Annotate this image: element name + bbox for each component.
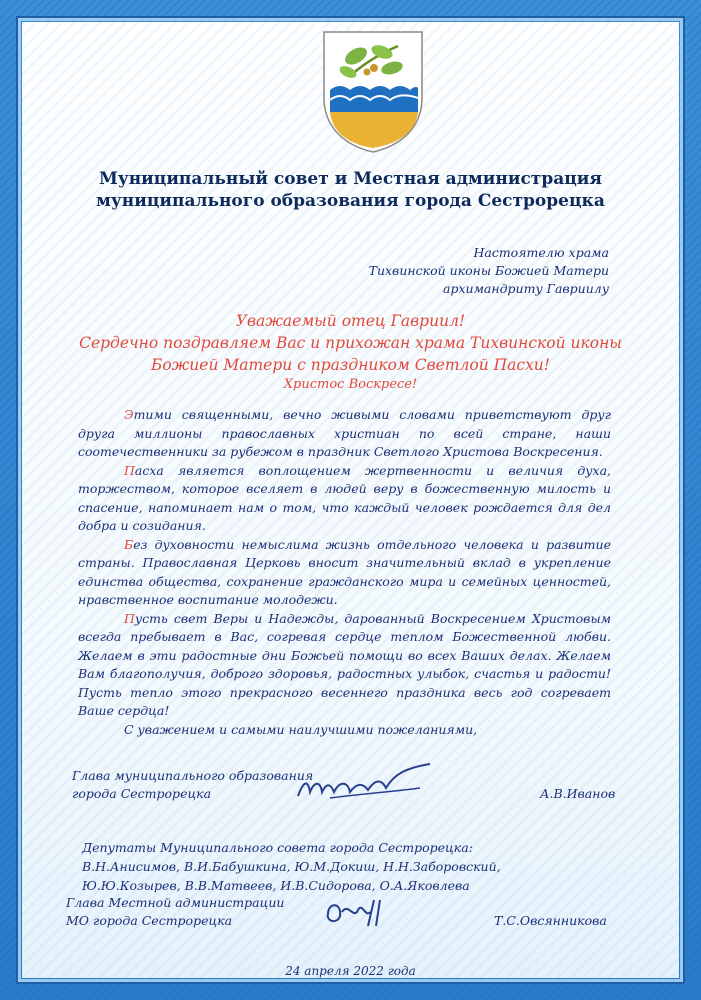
head-signature	[290, 758, 440, 808]
greeting-line-2: Сердечно поздравляем Вас и прихожан храма Тихвинской иконы	[79, 334, 622, 352]
drop-letter: П	[124, 610, 135, 626]
addressee-line-3: архимандриту Гавриилу	[443, 281, 609, 296]
head-title-line-1: Глава муниципального образования	[72, 768, 314, 783]
admin-title-line-1: Глава Местной администрации	[66, 895, 285, 910]
deputies-names-2: Ю.Ю.Козырев, В.В.Матвеев, И.В.Сидорова, О.А.Яковлева	[82, 878, 470, 893]
paragraph-3	[78, 536, 611, 610]
deputies-block	[82, 838, 501, 895]
greeting-block	[22, 310, 679, 394]
head-title-line-2: города Сестрорецка	[72, 786, 212, 801]
issuer-line-2: муниципального образования города Сестрорецка	[96, 191, 605, 211]
admin-title	[66, 894, 284, 930]
addressee-block	[369, 244, 609, 298]
admin-name: Т.С.Овсянникова	[494, 913, 607, 928]
admin-signature	[318, 892, 418, 932]
issuer-heading	[22, 168, 679, 212]
addressee-line-2: Тихвинской иконы Божией Матери	[368, 263, 609, 278]
paragraph-text: ез духовности немыслима жизнь отдельного человека и развитие страны. Православная Церковь вносит значительный вклад в укрепление единства общества, сохранение гражданского мира и семейных ценностей, нравственное воспитание молодежи.	[78, 536, 611, 607]
drop-letter: П	[124, 462, 135, 478]
addressee-line-1: Настоятелю храма	[473, 245, 609, 260]
paragraph-text: асха является воплощением жертвенности и величия духа, торжеством, которое вселяет в людей веру в божественную милость и спасение, напоминает нам о том, что каждый человек рождается для дел добра и созидания.	[78, 462, 611, 533]
coat-of-arms-icon	[320, 28, 426, 156]
admin-title-line-2: МО города Сестрорецка	[66, 913, 233, 928]
paragraph-text: тими священными, вечно живыми словами приветствуют друг друга миллионы православных христиан по всей стране, наши соотечественники за рубежом в праздник Светлого Христова Воскресения.	[78, 407, 611, 459]
paragraph-4	[78, 610, 611, 721]
paragraph-text: усть свет Веры и Надежды, дарованный Воскресением Христовым всегда пребывает в Вас, согревая сердце теплом Божественной любви. Желаем в эти радостные дни Божьей помощи во всех Ваших делах. Желаем Вам благополучия, доброго здоровья, радостных улыбок, счастья и радости! Пусть тепло этого прекрасного весеннего праздника весь год согревает Ваше сердца!	[78, 610, 611, 718]
closing-text: С уважением и самыми наилучшими пожеланиями,	[124, 721, 478, 737]
drop-letter: Б	[124, 536, 134, 552]
closing-line	[78, 721, 611, 740]
letter-body	[78, 406, 611, 739]
deputies-title: Депутаты Муниципального совета города Сестрорецка:	[82, 840, 473, 855]
greeting-line-3: Божией Матери с праздником Светлой Пасхи!	[150, 356, 551, 374]
drop-letter: Э	[124, 407, 134, 422]
issuer-line-1: Муниципальный совет и Местная администрация	[99, 169, 602, 189]
deputies-names-1: В.Н.Анисимов, В.И.Бабушкина, Ю.М.Докиш, Н.Н.Заборовский,	[82, 859, 501, 874]
paragraph-2	[78, 462, 611, 536]
head-title	[72, 767, 313, 803]
letter-sheet	[22, 22, 679, 978]
head-name: А.В.Иванов	[540, 786, 616, 801]
letter-date: 24 апреля 2022 года	[285, 964, 416, 978]
greeting-salutation: Уважаемый отец Гавриил!	[235, 312, 466, 330]
paragraph-1	[78, 406, 611, 462]
greeting-easter: Христос Воскресе!	[283, 377, 418, 392]
